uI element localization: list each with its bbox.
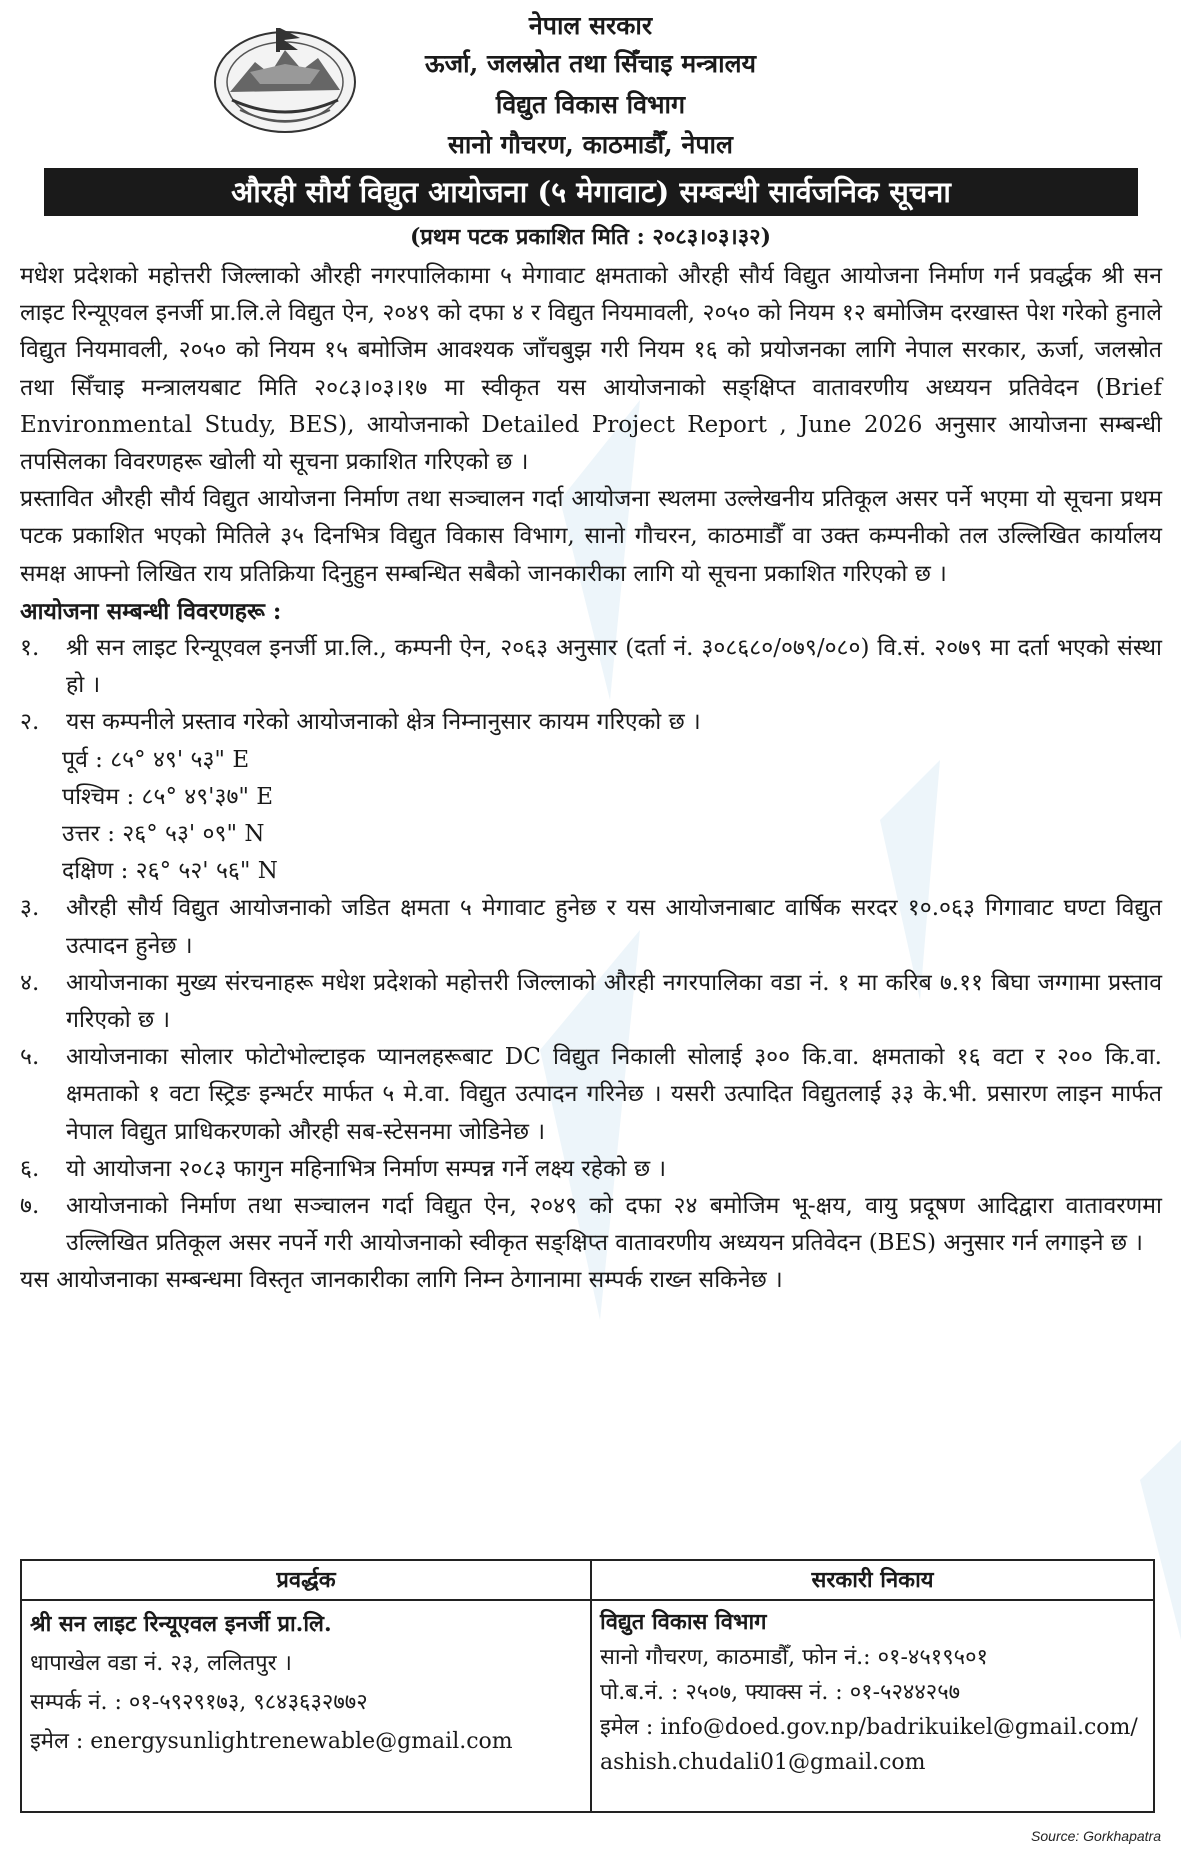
- promoter-header: प्रवर्द्धक: [22, 1561, 590, 1601]
- list-item: [20, 1151, 1162, 1188]
- list-item-text: आयोजनाका सोलार फोटोभोल्टाइक प्यानलहरूबाट DC विद्युत निकाली सोलाई ३०० कि.वा. क्षमताको १६ वटा र २०० कि.वा. क्षमताको १ वटा स्ट्रिङ इन्भर्टर मार्फत ५ मे.वा. विद्युत उत्पादन गरिनेछ । यसरी उत्पादित विद्युतलाई ३३ के.भी. प्रसारण लाइन मार्फत नेपाल विद्युत प्राधिकरणको औरही सब-स्टेसनमा जोडिनेछ ।: [66, 1044, 1162, 1145]
- list-item-number: ४.: [20, 969, 40, 996]
- header-department: विद्युत विकास विभाग: [495, 90, 686, 119]
- paragraph-objection: प्रस्तावित औरही सौर्य विद्युत आयोजना निर्माण तथा सञ्चालन गर्दा आयोजना स्थलमा उल्लेखनीय प्रतिकूल असर पर्ने भएमा यो सूचना प्रथम पटक प्रकाशित भएको मितिले ३५ दिनभित्र विद्युत विकास विभाग, सानो गौचरन, काठमाडौँ वा उक्त कम्पनीको तल उल्लिखित कार्यालय समक्ष आफ्नो लिखित राय प्रतिक्रिया दिनुहुन सम्बन्धित सबैको जानकारीका लागि यो सूचना प्रकाशित गरिएको छ ।: [20, 486, 1162, 587]
- list-item-number: २.: [20, 709, 40, 736]
- list-item-text: औरही सौर्य विद्युत आयोजनाको जडित क्षमता ५ मेगावाट हुनेछ र यस आयोजनाबाट वार्षिक सरदर १०.०६३ गिगावाट घण्टा विद्युत उत्पादन हुनेछ ।: [66, 895, 1162, 959]
- list-item: [20, 704, 1162, 741]
- coordinate-west: पश्चिम : ८५° ४९'३७" E: [62, 783, 274, 810]
- promoter-email: इमेल : energysunlightrenewable@gmail.com: [30, 1729, 513, 1754]
- list-item-text: आयोजनाका मुख्य संरचनाहरू मधेश प्रदेशको महोत्तरी जिल्लाको औरही नगरपालिका वडा नं. १ मा करिब ७.११ बिघा जग्गामा प्रस्ताव गरिएको छ ।: [66, 969, 1162, 1034]
- promoter-name: श्री सन लाइट रिन्यूएवल इनर्जी प्रा.लि.: [30, 1611, 332, 1637]
- paragraph-intro: मधेश प्रदेशको महोत्तरी जिल्लाको औरही नगरपालिकामा ५ मेगावाट क्षमताको औरही सौर्य विद्युत आयोजना निर्माण गर्न प्रवर्द्धक श्री सन लाइट रिन्यूएवल इनर्जी प्रा.लि.ले विद्युत ऐन, २०४९ को दफा ४ र विद्युत नियमावली, २०५० को नियम १२ बमोजिम दरखास्त पेश गरेको हुनाले विद्युत नियमावली, २०५० को नियम १५ बमोजिम आवश्यक जाँचबुझ गरी नियम १६ को प्रयोजनका लागि नेपाल सरकार, ऊर्जा, जलस्रोत तथा सिँचाइ मन्त्रालयबाट मिति २०८३।०३।१७ मा स्वीकृत यस आयोजनाको सङ्क्षिप्त वातावरणीय अध्ययन प्रतिवेदन (Brief Environmental Study, BES), आयोजनाको Detailed Project Report , June 2026 अनुसार आयोजना सम्बन्धी तपसिलका विवरणहरू खोली यो सूचना प्रकाशित गरिएको छ ।: [20, 263, 1162, 476]
- header-address: सानो गौचरण, काठमाडौँ, नेपाल: [448, 130, 733, 159]
- government-pobox: पो.ब.नं. : २५०७, फ्याक्स नं. : ०१-५२४४२५७: [600, 1680, 961, 1705]
- list-item-number: ५.: [20, 1044, 40, 1071]
- publish-date: (प्रथम पटक प्रकाशित मिति : २०८३।०३।३२): [409, 224, 772, 250]
- government-address: सानो गौचरण, काठमाडौँ, फोन नं.: ०१-४५१९५०१: [600, 1645, 988, 1670]
- list-item-number: ३.: [20, 895, 40, 922]
- contact-table: [20, 1559, 1155, 1813]
- list-item-text: श्री सन लाइट रिन्यूएवल इनर्जी प्रा.लि., कम्पनी ऐन, २०६३ अनुसार (दर्ता नं. ३०८६८०/०७९/०८०) वि.सं. २०७९ मा दर्ता भएको संस्था हो ।: [66, 635, 1162, 699]
- details-heading: आयोजना सम्बन्धी विवरणहरू :: [20, 597, 282, 625]
- list-item-text: यो आयोजना २०८३ फागुन महिनाभित्र निर्माण सम्पन्न गर्ने लक्ष्य रहेको छ ।: [66, 1155, 667, 1182]
- coordinate-east: पूर्व : ८५° ४९' ५३" E: [62, 746, 250, 773]
- list-item-number: ६.: [20, 1155, 40, 1182]
- government-email: इमेल : info@doed.gov.np/badrikuikel@gmail.com/ashish.chudali01@gmail.com: [600, 1715, 1138, 1775]
- list-item: [20, 630, 1162, 704]
- government-column: [592, 1561, 1153, 1811]
- promoter-column: [22, 1561, 592, 1811]
- promoter-phone: सम्पर्क नं. : ०१-५९२९१७३, ९८४३६३२७७२: [30, 1690, 368, 1715]
- notice-body: [20, 258, 1162, 1300]
- list-item-number: १.: [20, 635, 40, 662]
- list-item-text: यस कम्पनीले प्रस्ताव गरेको आयोजनाको क्षेत्र निम्नानुसार कायम गरिएको छ ।: [66, 709, 701, 736]
- closing-line: यस आयोजनाका सम्बन्धमा विस्तृत जानकारीका लागि निम्न ठेगानामा सम्पर्क राख्न सकिनेछ ।: [20, 1267, 783, 1294]
- promoter-address: धापाखेल वडा नं. २३, ललितपुर ।: [30, 1651, 292, 1676]
- notice-title-banner: औरही सौर्य विद्युत आयोजना (५ मेगावाट) सम्बन्धी सार्वजनिक सूचना: [44, 168, 1138, 216]
- coordinate-north: उत्तर : २६° ५३' ०९" N: [62, 821, 265, 848]
- coordinate-south: दक्षिण : २६° ५२' ५६" N: [62, 858, 278, 885]
- list-item-number: ७.: [20, 1193, 40, 1220]
- list-item: [20, 1188, 1162, 1262]
- list-item: [20, 1039, 1162, 1151]
- government-office-name: विद्युत विकास विभाग: [600, 1609, 767, 1635]
- list-item: [20, 965, 1162, 1039]
- header-ministry: ऊर्जा, जलस्रोत तथा सिँचाइ मन्त्रालय: [424, 49, 757, 78]
- header-government: नेपाल सरकार: [528, 11, 653, 40]
- list-item-text: आयोजनाको निर्माण तथा सञ्चालन गर्दा विद्युत ऐन, २०४९ को दफा २४ बमोजिम भू-क्षय, वायु प्रदूषण आदिद्वारा वातावरणमा उल्लिखित प्रतिकूल असर नपर्ने गरी आयोजनाको स्वीकृत सङ्क्षिप्त वातावरणीय अध्ययन प्रतिवेदन (BES) अनुसार गर्न लगाइने छ ।: [66, 1193, 1162, 1257]
- list-item: [20, 890, 1162, 964]
- source-credit: Source: Gorkhapatra: [1031, 1828, 1161, 1844]
- government-header: सरकारी निकाय: [592, 1561, 1153, 1601]
